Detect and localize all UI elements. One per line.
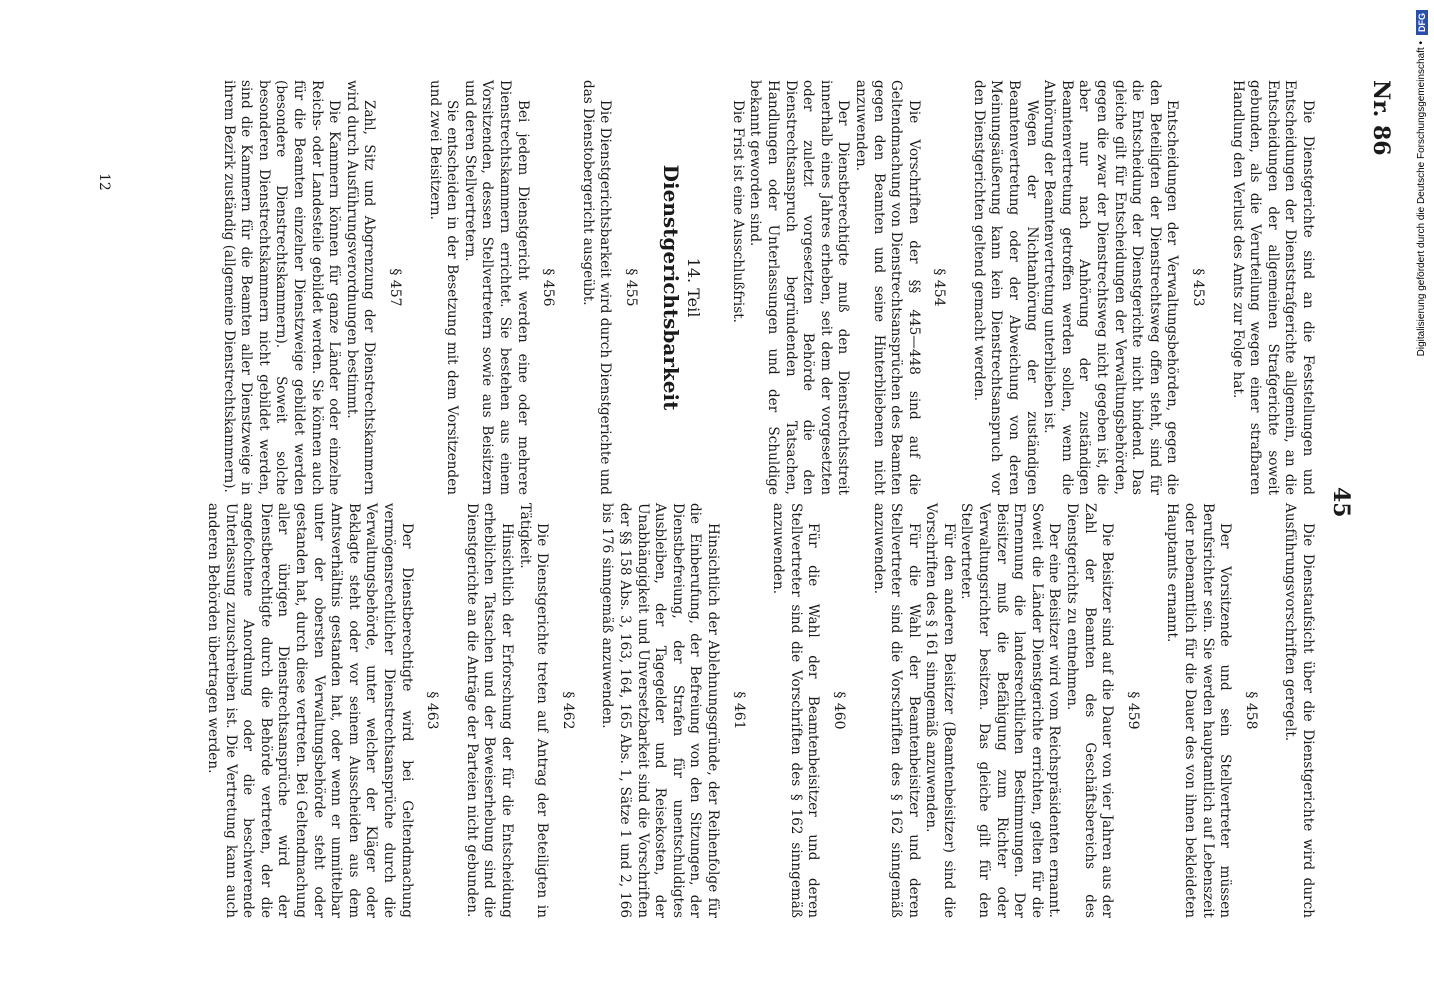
paragraph: Die Dienstgerichtsbarkeit wird durch Dienstgerichte und das Dienstobergericht ausgeübt.	[579, 80, 614, 495]
paragraph: Der Dienstberechtigte muß den Dienstrechtsstreit innerhalb eines Jahres erheben, seit dem der vorgesetzten oder zuletzt vorgesetzten Behörde die den Dienstrechtsanspruch begründenden Tatsachen, Handlungen oder Unterlassungen und der Schuldige bekannt geworden sind.	[747, 80, 852, 495]
paragraph: Der Dienstberechtigte wird bei Geltendmachung vermögensrechtlicher Dienstrechtsansprüche durch die Verwaltungsbehörde, unter welcher der Kläger oder Beklagte steht oder vor seinem Ausscheiden aus dem Amtsverhältnis gestanden hat, oder wenn er unmittelbar unter der obersten Verwaltungsbehörde steht oder gestanden hat, durch diese vertreten. Bei Geltendmachung aller übrigen Dienstrechtsansprüche wird der Dienstberechtigte durch die Behörde vertreten, der die angefochtene Anordnung oder die beschwerende Unterlassung zuzuschreiben ist. Die Vertretung kann auch anderen Behörden übertragen werden.	[205, 503, 415, 918]
part-number: 14. Teil	[684, 257, 704, 318]
section-heading: § 459	[1124, 691, 1141, 730]
paragraph: Die Vorschriften der §§ 445—448 sind auf die Geltendmachung von Dienstrechtsansprüchen des Beamten gegen den Beamten und seine Hinterbliebenen nicht anzuwenden.	[852, 80, 922, 495]
paragraph: Wegen der Nichtanhörung der zuständigen Beamtenvertretung oder der Abweichung von deren Meinungsäußerung kann kein Dienstrechtsanspruch vor den Dienstgerichten geltend gemacht werden.	[970, 80, 1040, 495]
paragraph: Die Dienstaufsicht über die Dienstgerichte wird durch Ausführungsvorschriften geregelt.	[1282, 503, 1316, 918]
section-heading: § 461	[730, 691, 747, 730]
paragraph: Bei jedem Dienstgericht werden eine oder mehrere Dienstrechtskammern errichtet. Sie bestehen aus einem Vorsitzenden, dessen Stellvertretern sowie aus Beisitzern und deren Stellvertretern.	[461, 80, 531, 495]
page-number: 12	[96, 173, 112, 191]
paragraph: Die Beisitzer sind auf die Dauer von vier Jahren aus der Zahl der Beamten des Geschäftsbereichs des Dienstgerichts zu entnehmen.	[1064, 503, 1116, 918]
paragraph: Für die Wahl der Beamtenbeisitzer und deren Stellvertreter sind die Vorschriften des § 162 sinngemäß anzuwenden.	[870, 503, 922, 918]
paragraph: Entscheidungen der Verwaltungsbehörden, gegen die den Beteiligten der Dienstrechtsweg offen steht, sind für die Entscheidung der Dienstgerichte nicht bindend. Das gleiche gilt für Entscheidungen der Verwaltungsbehörden, gegen die zwar der Dienstrechtsweg nicht gegeben ist, die aber nur nach Anhörung der zuständigen Beamtenvertretung getroffen werden sollen, wenn die Anhörung der Beamtenvertretung unterblieben ist.	[1041, 80, 1181, 495]
right-text-column	[204, 503, 1316, 918]
page-header-number: 45	[1328, 487, 1354, 518]
section-heading: § 456	[540, 268, 557, 307]
section-heading: § 457	[387, 268, 404, 307]
paragraph: Hinsichtlich der Erforschung der für die Entscheidung erheblichen Tatsachen und der Beweiserhebung sind die Dienstgerichte an die Anträge der Parteien nicht gebunden.	[463, 503, 516, 918]
section-heading: § 462	[559, 691, 576, 730]
section-heading: § 458	[1242, 691, 1259, 730]
part-title: Dienstgerichtsbarkeit	[658, 164, 683, 411]
paragraph: Hinsichtlich der Ablehnungsgründe, der Reihenfolge für die Einberufung, der Befreiung von den Sitzungen, der Dienstbefreiung, der Strafen für unentschuldigtes Ausbleiben, der Tagegelder und Reisekosten, der Unabhängigkeit und Unversetzbarkeit sind die Vorschriften der §§ 158 Abs. 3, 163, 164, 165 Abs. 1, Sätze 1 und 2, 166 bis 176 sinngemäß anzuwenden.	[599, 503, 721, 918]
digitization-credit-bar	[1409, 0, 1434, 1000]
paragraph: Die Kammern können für ganze Länder oder einzelne Reichs- oder Landesteile gebildet werden. Sie können auch für die Beamten einzelner Dienstzweige gebildet werden (besondere Dienstrechtskammern). Soweit solche besonderen Dienstrechtskammern nicht gebildet werden, sind die Kammern für die Beamten aller Dienstzweige in ihrem Bezirk zuständig (allgemeine Dienstrechtskammern).	[220, 80, 343, 495]
section-heading: § 454	[931, 268, 948, 307]
left-text-column	[219, 80, 1316, 495]
section-heading: § 453	[1190, 268, 1207, 307]
section-heading: § 455	[623, 268, 639, 307]
digitization-credit	[1409, 0, 1434, 1000]
paragraph: Für die Wahl der Beamtenbeisitzer und deren Stellvertreter sind die Vorschriften des § 162 sinngemäß anzuwenden.	[770, 503, 822, 918]
dfg-logo: DFG	[1416, 10, 1428, 35]
issue-number: Nr. 86	[1368, 80, 1394, 156]
paragraph: Der eine Beisitzer wird vom Reichspräsidenten ernannt. Soweit die Länder Dienstgerichte errichten, gelten für die Ernennung die landesrechtlichen Bestimmungen. Der Beisitzer muß die Befähigung zum Richter oder Verwaltungsrichter besitzen. Das gleiche gilt für den Stellvertreter.	[958, 503, 1063, 918]
credit-text: Digitalisierung gefördert durch die Deutsche Forschungsgemeinschaft •	[1416, 41, 1427, 357]
paragraph: Die Dienstgerichte sind an die Feststellungen und Entscheidungen der Dienststrafgerichte allgemein, an die Entscheidungen der allgemeinen Strafgerichte soweit gebunden, als die Verurteilung wegen einer strafbaren Handlung den Verlust des Amts zur Folge hat.	[1229, 80, 1316, 495]
paragraph: Die Dienstgerichte treten auf Antrag der Beteiligten in Tätigkeit.	[516, 503, 551, 918]
paragraph: Die Frist ist eine Ausschlußfrist.	[729, 100, 746, 323]
section-heading: § 460	[830, 691, 847, 730]
paragraph: Zahl, Sitz und Abgrenzung der Dienstrechtskammern wird durch Ausführungsverordnungen bestimmt.	[343, 80, 378, 495]
paragraph: Für den anderen Beisitzer (Beamtenbeisitzer) sind die Vorschriften des § 161 sinngemäß anzuwenden.	[923, 503, 957, 918]
paragraph: Der Vorsitzende und sein Stellvertreter müssen Berufsrichter sein. Sie werden hauptamtlich auf Lebenszeit oder nebenamtlich für die Dauer des von ihnen bekleideten Hauptamts ernannt.	[1164, 503, 1234, 918]
paragraph: Sie entscheiden in der Besetzung mit dem Vorsitzenden und zwei Beisitzern.	[426, 80, 461, 495]
section-heading: § 463	[424, 691, 441, 730]
